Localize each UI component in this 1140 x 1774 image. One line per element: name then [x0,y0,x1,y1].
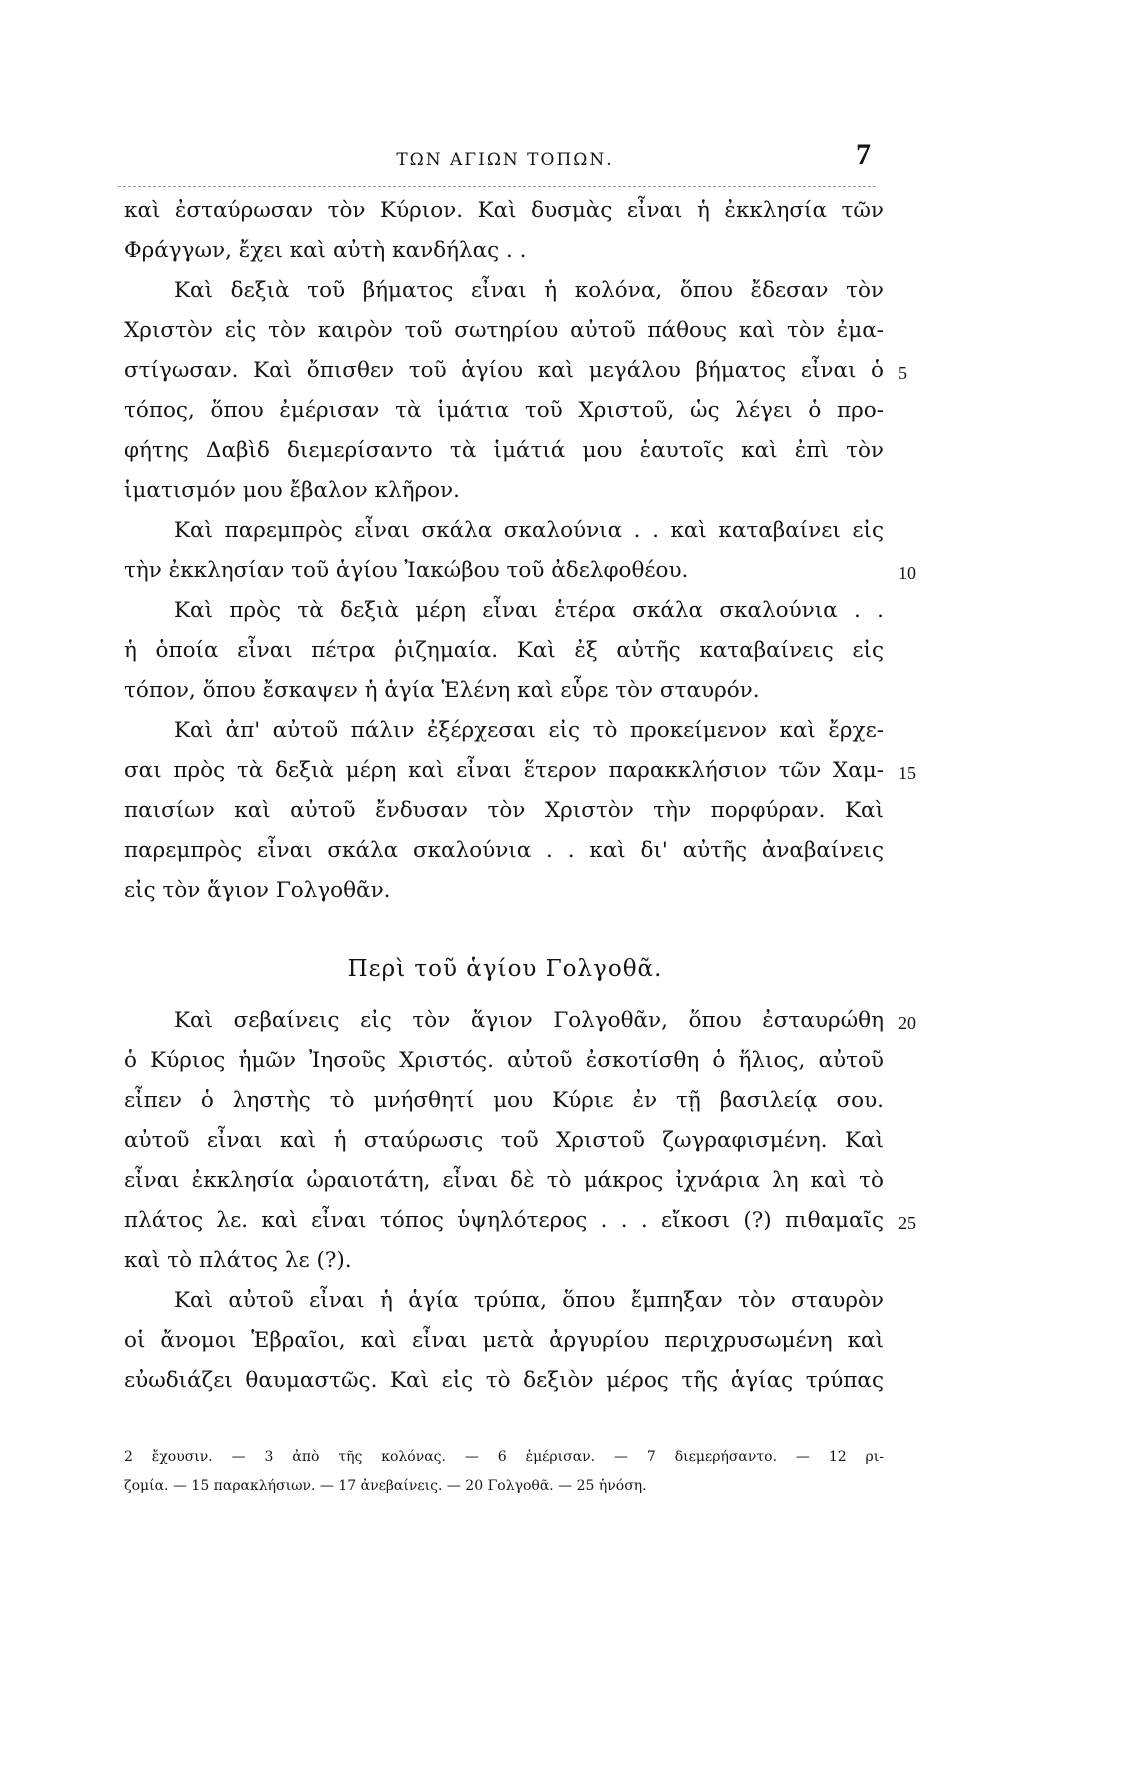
text-line: παρεμπρὸς εἶναι σκάλα σκαλούνια . . καὶ δι' αὐτῆς ἀναβαίνεις [124,838,884,863]
text-line: Καὶ παρεμπρὸς εἶναι σκάλα σκαλούνια . . καὶ καταβαίνει εἰς [174,518,884,543]
line-number: 10 [898,563,916,583]
text-line: Φράγγων, ἔχει καὶ αὐτὴ κανδήλας . . [124,238,527,263]
section-heading: Περὶ τοῦ ἁγίου Γολγοθᾶ. [347,956,663,982]
page-number: 7 [856,138,871,171]
text-line: ὁ Κύριος ἡμῶν Ἰησοῦς Χριστός. αὐτοῦ ἐσκοτίσθη ὁ ἥλιος, αὐτοῦ [124,1048,884,1073]
text-line: τόπον, ὅπου ἔσκαψεν ἡ ἁγία Ἑλένη καὶ εὗρε τὸν σταυρόν. [124,678,760,703]
text-line: Καὶ δεξιὰ τοῦ βήματος εἶναι ἡ κολόνα, ὅπου ἔδεσαν τὸν [174,278,884,303]
line-number: 20 [898,1013,916,1033]
text-line: εὐωδιάζει θαυμαστῶς. Καὶ εἰς τὸ δεξιὸν μέρος τῆς ἁγίας τρύπας [124,1368,884,1393]
text-line: στίγωσαν. Καὶ ὄπισθεν τοῦ ἁγίου καὶ μεγάλου βήματος εἶναι ὁ [124,358,884,383]
text-line: εἶπεν ὁ ληστὴς τὸ μνήσθητί μου Κύριε ἐν τῇ βασιλείᾳ σου. [124,1088,884,1113]
text-line: καὶ ἐσταύρωσαν τὸν Κύριον. Καὶ δυσμὰς εἶναι ἡ ἐκκλησία τῶν [124,198,884,223]
text-line: ἱματισμόν μου ἔβαλον κλῆρον. [124,478,460,503]
text-line: σαι πρὸς τὰ δεξιὰ μέρη καὶ εἶναι ἕτερον παρακκλήσιον τῶν Χαμ- [124,758,884,783]
text-line: πλάτος λε. καὶ εἶναι τόπος ὑψηλότερος . . . εἴκοσι (?) πιθαμαῖς [124,1208,884,1233]
text-line: ἡ ὁποία εἶναι πέτρα ῥιζημαία. Καὶ ἐξ αὐτῆς καταβαίνεις εἰς [124,638,884,663]
text-line: Χριστὸν εἰς τὸν καιρὸν τοῦ σωτηρίου αὐτοῦ πάθους καὶ τὸν ἐμα- [124,318,884,343]
header-rule [118,186,876,187]
text-line: Καὶ ἀπ' αὐτοῦ πάλιν ἐξέρχεσαι εἰς τὸ προκείμενον καὶ ἔρχε- [174,718,884,743]
text-line: Καὶ σεβαίνεις εἰς τὸν ἅγιον Γολγοθᾶν, ὅπου ἐσταυρώθη [174,1008,884,1033]
running-title: ΤΩΝ ΑΓΙΩΝ ΤΟΠΩΝ. [396,150,614,170]
line-number: 5 [898,363,907,383]
text-line: Καὶ πρὸς τὰ δεξιὰ μέρη εἶναι ἑτέρα σκάλα σκαλούνια . . [174,598,884,623]
text-line: τόπος, ὅπου ἐμέρισαν τὰ ἱμάτια τοῦ Χριστοῦ, ὡς λέγει ὁ προ- [124,398,884,423]
line-number: 15 [898,763,916,783]
text-line: οἱ ἄνομοι Ἑβραῖοι, καὶ εἶναι μετὰ ἀργυρίου περιχρυσωμένη καὶ [124,1328,884,1353]
text-line: εἰς τὸν ἅγιον Γολγοθᾶν. [124,878,391,903]
text-line: καὶ τὸ πλάτος λε (?). [124,1248,352,1273]
footnote-line: 2 ἔχουσιν. — 3 ἀπὸ τῆς κολόνας. — 6 ἐμέρισαν. — 7 διεμερήσαντο. — 12 ρι- [124,1449,884,1465]
text-line: αὐτοῦ εἶναι καὶ ἡ σταύρωσις τοῦ Χριστοῦ ζωγραφισμένη. Καὶ [124,1128,884,1153]
text-line: παισίων καὶ αὐτοῦ ἔνδυσαν τὸν Χριστὸν τὴν πορφύραν. Καὶ [124,798,884,823]
text-line: Καὶ αὐτοῦ εἶναι ἡ ἁγία τρύπα, ὅπου ἔμπηξαν τὸν σταυρὸν [174,1288,884,1313]
text-line: τὴν ἐκκλησίαν τοῦ ἁγίου Ἰακώβου τοῦ ἀδελφοθέου. [124,558,689,583]
text-line: φήτης Δαβὶδ διεμερίσαντο τὰ ἱμάτιά μου ἑαυτοῖς καὶ ἐπὶ τὸν [124,438,884,463]
footnote-line: ζομία. — 15 παρακλήσιων. — 17 ἀνεβαίνεις. — 20 Γολγοθᾶ. — 25 ἡνόση. [124,1478,647,1494]
line-number: 25 [898,1213,916,1233]
text-line: εἶναι ἐκκλησία ὡραιοτάτη, εἶναι δὲ τὸ μάκρος ἰχνάρια λη καὶ τὸ [124,1168,884,1193]
